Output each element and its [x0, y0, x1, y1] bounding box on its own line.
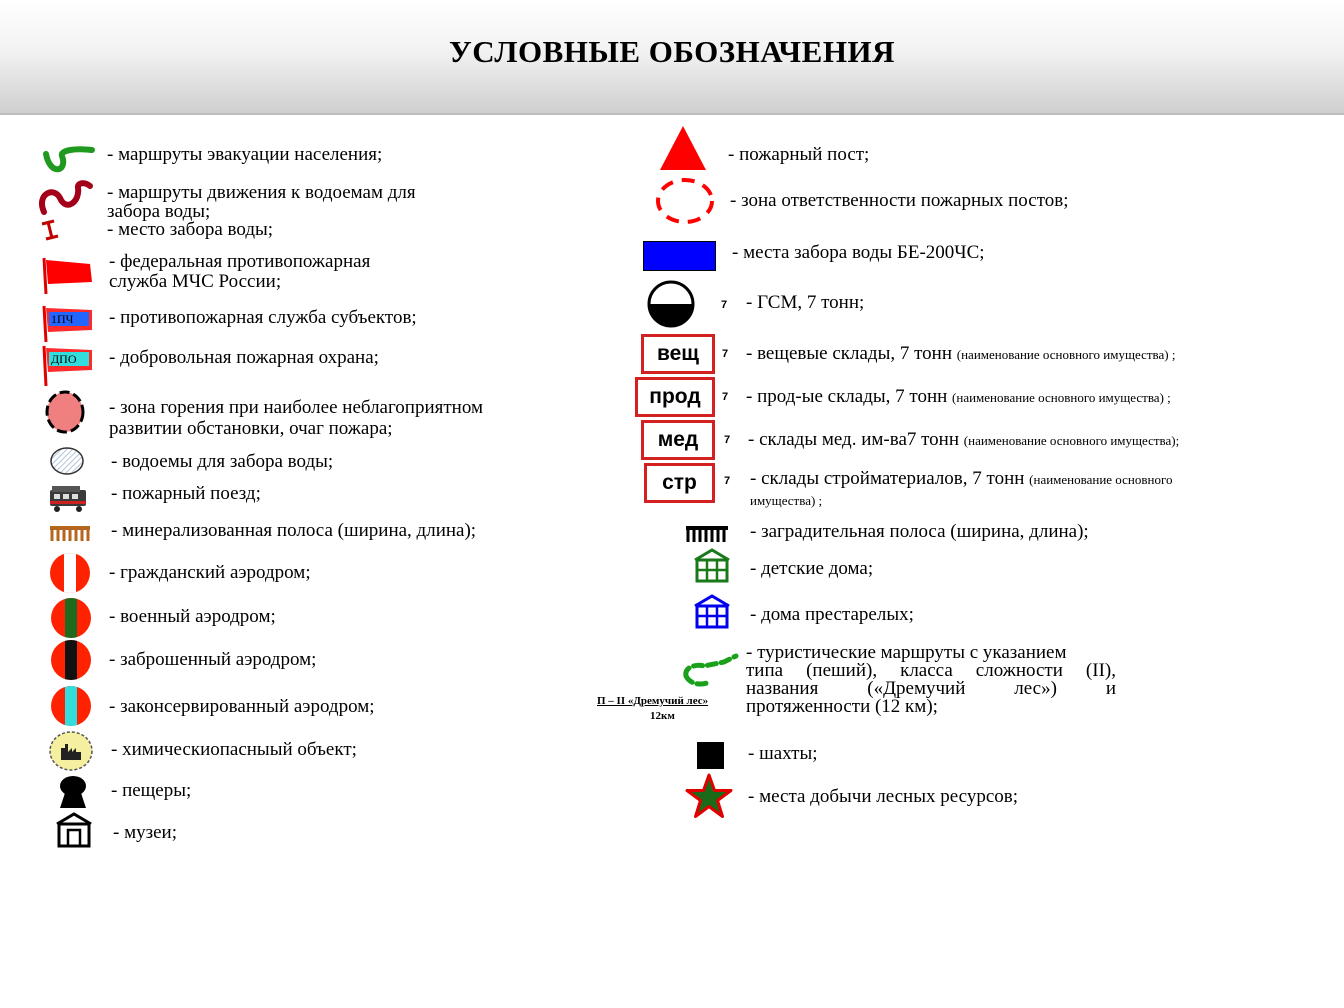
- legend-burn-line1: - зона горения при наиболее неблагоприятном: [109, 397, 484, 418]
- museum-icon: [54, 812, 94, 848]
- children-home-icon: [692, 548, 732, 584]
- burning-zone-icon: [42, 388, 88, 436]
- food-warehouse-box: прод: [635, 377, 715, 417]
- medical-warehouse-box: мед: [641, 420, 715, 460]
- be200-water-icon: [643, 241, 716, 271]
- pch-flag-label: 1ПЧ: [51, 312, 74, 326]
- legend-elderly: - дома престарелых;: [750, 604, 914, 625]
- legend-forest: - места добычи лесных ресурсов;: [748, 786, 1019, 807]
- chemical-object-icon: [48, 730, 94, 772]
- tourist-route-label: П – II «Дремучий лес»: [597, 695, 709, 707]
- building-warehouse-box: стр: [644, 463, 715, 503]
- legend-mines: - шахты;: [748, 743, 818, 764]
- forest-resources-icon: [685, 773, 733, 819]
- tourist-route-icon: [680, 652, 742, 688]
- legend-water-place: - место забора воды;: [107, 219, 274, 240]
- cave-icon: [56, 774, 90, 810]
- legend-federal-line1: - федеральная противопожарная: [109, 251, 371, 272]
- civil-airfield-icon: [48, 551, 92, 595]
- legend-evacuation: - маршруты эвакуации населения;: [107, 144, 383, 165]
- abandoned-airfield-icon: [49, 638, 93, 682]
- evacuation-route-icon: [40, 142, 96, 176]
- fire-post-icon: [658, 124, 708, 172]
- military-airfield-icon: [49, 596, 93, 640]
- legend-children: - детские дома;: [750, 558, 874, 579]
- legend-building-line2: имущества) ;: [750, 493, 823, 508]
- water-route-icon: [34, 178, 94, 244]
- legend-civil-airfield: - гражданский аэродром;: [109, 562, 311, 583]
- volunteer-fire-flag-icon: [40, 344, 96, 388]
- legend-building: - склады стройматериалов, 7 тонн (наименование основного: [750, 468, 1173, 489]
- legend-tourist-line3: названия («Дремучий лес») и: [746, 678, 1116, 699]
- food-quantity: 7: [722, 391, 729, 403]
- legend-water-routes-line2: забора воды;: [107, 201, 211, 222]
- legend-abandoned-airfield: - заброшенный аэродром;: [109, 649, 317, 670]
- responsibility-zone-icon: [654, 176, 716, 226]
- legend-fuel: - ГСМ, 7 тонн;: [746, 292, 865, 313]
- legend-food: - прод-ые склады, 7 тонн (наименование основного имущества) ;: [746, 386, 1171, 407]
- legend-burn-line2: развитии обстановки, очаг пожара;: [109, 418, 393, 439]
- legend-tourist-line2: типа (пеший), класса сложности (II),: [746, 660, 1116, 681]
- page-title: УСЛОВНЫЕ ОБОЗНАЧЕНИЯ: [449, 34, 895, 69]
- legend-barrier: - заградительная полоса (ширина, длина);: [750, 521, 1089, 542]
- legend-clothes: - вещевые склады, 7 тонн (наименование основного имущества) ;: [746, 343, 1176, 364]
- legend-federal-line2: служба МЧС России;: [109, 271, 282, 292]
- legend-water-routes-line1: - маршруты движения к водоемам для: [107, 182, 416, 203]
- fire-train-icon: [48, 484, 88, 514]
- legend-mothballed-airfield: - законсервированный аэродром;: [109, 696, 375, 717]
- mothballed-airfield-icon: [49, 684, 93, 728]
- legend-subjects: - противопожарная служба субъектов;: [109, 307, 417, 328]
- legend-volunteer: - добровольная пожарная охрана;: [109, 347, 379, 368]
- fuel-quantity: 7: [721, 299, 728, 311]
- legend-caves: - пещеры;: [111, 780, 192, 801]
- fuel-storage-icon: [645, 278, 697, 330]
- barrier-strip-icon: [684, 523, 730, 545]
- subject-fire-service-flag-icon: [40, 304, 96, 344]
- legend-museum: - музеи;: [113, 822, 177, 843]
- mine-icon: [697, 742, 724, 769]
- federal-fire-flag-icon: [40, 256, 96, 296]
- clothes-warehouse-box: вещ: [641, 334, 715, 374]
- legend-military-airfield: - военный аэродром;: [109, 606, 276, 627]
- medical-quantity: 7: [724, 434, 731, 446]
- legend-medical: - склады мед. им-ва7 тонн (наименование основного имущества);: [748, 429, 1180, 450]
- elderly-home-icon: [692, 594, 732, 630]
- clothes-quantity: 7: [722, 348, 729, 360]
- legend-train: - пожарный поезд;: [111, 483, 261, 504]
- legend-tourist-line1: - туристические маршруты с указанием: [746, 642, 1067, 663]
- pond-icon: [48, 445, 86, 477]
- building-quantity: 7: [724, 475, 731, 487]
- dpo-flag-label: ДПО: [51, 352, 77, 366]
- legend-zone: - зона ответственности пожарных постов;: [730, 190, 1069, 211]
- legend-ponds: - водоемы для забора воды;: [111, 451, 334, 472]
- mineral-strip-icon: [48, 522, 92, 544]
- legend-mineral: - минерализованная полоса (ширина, длина);: [111, 520, 477, 541]
- legend-fire-post: - пожарный пост;: [728, 144, 870, 165]
- legend-be200: - места забора воды БЕ-200ЧС;: [732, 242, 985, 263]
- legend-tourist-line4: протяженности (12 км);: [746, 696, 938, 717]
- legend-chemical: - химическиопасныый объект;: [111, 739, 357, 760]
- tourist-route-distance: 12км: [650, 710, 675, 722]
